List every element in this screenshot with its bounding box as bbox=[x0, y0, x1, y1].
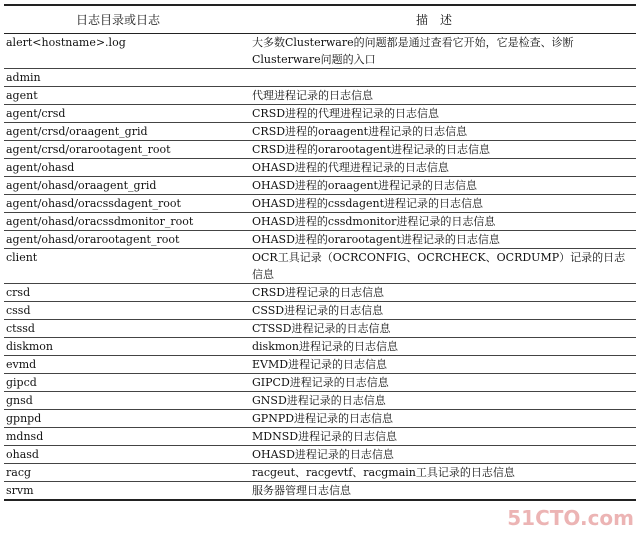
table-row bbox=[4, 213, 636, 231]
table-row bbox=[4, 195, 636, 213]
description-cell: OCR工具记录（OCRCONFIG、OCRCHECK、OCRDUMP）记录的日志信息 bbox=[232, 249, 636, 284]
log-directory-cell: agent/crsd bbox=[4, 105, 232, 123]
table-row bbox=[4, 87, 636, 105]
table-row bbox=[4, 105, 636, 123]
table-body bbox=[4, 34, 636, 501]
log-directory-cell: srvm bbox=[4, 482, 232, 501]
table-row bbox=[4, 34, 636, 69]
log-directory-cell: evmd bbox=[4, 356, 232, 374]
table-row bbox=[4, 231, 636, 249]
log-directory-cell: agent/ohasd/oraagent_grid bbox=[4, 177, 232, 195]
description-cell: 服务器管理日志信息 bbox=[232, 482, 636, 501]
header-description: 描 述 bbox=[232, 5, 636, 34]
table-row bbox=[4, 410, 636, 428]
description-cell: CRSD进程的orarootagent进程记录的日志信息 bbox=[232, 141, 636, 159]
log-directory-cell: mdnsd bbox=[4, 428, 232, 446]
log-directory-cell: agent/ohasd bbox=[4, 159, 232, 177]
watermark-logo: 51CTO.com bbox=[507, 506, 634, 530]
table-row bbox=[4, 302, 636, 320]
log-directory-cell: admin bbox=[4, 69, 232, 87]
log-directory-cell: cssd bbox=[4, 302, 232, 320]
table-row bbox=[4, 446, 636, 464]
log-directory-cell: ctssd bbox=[4, 320, 232, 338]
description-cell: CTSSD进程记录的日志信息 bbox=[232, 320, 636, 338]
log-directory-cell: alert<hostname>.log bbox=[4, 34, 232, 69]
description-cell: diskmon进程记录的日志信息 bbox=[232, 338, 636, 356]
log-directory-cell: agent/crsd/orarootagent_root bbox=[4, 141, 232, 159]
description-cell: OHASD进程的oraagent进程记录的日志信息 bbox=[232, 177, 636, 195]
description-cell: OHASD进程的cssdmonitor进程记录的日志信息 bbox=[232, 213, 636, 231]
table-row bbox=[4, 123, 636, 141]
log-directory-table bbox=[4, 4, 636, 501]
log-directory-cell: agent/ohasd/orarootagent_root bbox=[4, 231, 232, 249]
log-directory-cell: gnsd bbox=[4, 392, 232, 410]
log-directory-cell: diskmon bbox=[4, 338, 232, 356]
log-directory-cell: agent/crsd/oraagent_grid bbox=[4, 123, 232, 141]
description-cell: CRSD进程记录的日志信息 bbox=[232, 284, 636, 302]
description-cell: CRSD进程的oraagent进程记录的日志信息 bbox=[232, 123, 636, 141]
description-cell: racgeut、racgevtf、racgmain工具记录的日志信息 bbox=[232, 464, 636, 482]
description-cell: GIPCD进程记录的日志信息 bbox=[232, 374, 636, 392]
description-cell: MDNSD进程记录的日志信息 bbox=[232, 428, 636, 446]
description-cell: OHASD进程记录的日志信息 bbox=[232, 446, 636, 464]
log-directory-cell: agent/ohasd/oracssdagent_root bbox=[4, 195, 232, 213]
log-directory-cell: racg bbox=[4, 464, 232, 482]
table-row bbox=[4, 482, 636, 501]
header-log-directory: 日志目录或日志 bbox=[4, 5, 232, 34]
log-directory-cell: gipcd bbox=[4, 374, 232, 392]
table-row bbox=[4, 284, 636, 302]
description-cell: GNSD进程记录的日志信息 bbox=[232, 392, 636, 410]
log-directory-cell: client bbox=[4, 249, 232, 284]
description-cell: CSSD进程记录的日志信息 bbox=[232, 302, 636, 320]
log-directory-cell: gpnpd bbox=[4, 410, 232, 428]
table-row bbox=[4, 320, 636, 338]
description-cell: OHASD进程的orarootagent进程记录的日志信息 bbox=[232, 231, 636, 249]
table-row bbox=[4, 141, 636, 159]
table-row bbox=[4, 374, 636, 392]
table-row bbox=[4, 69, 636, 87]
description-cell: OHASD进程的代理进程记录的日志信息 bbox=[232, 159, 636, 177]
table-row bbox=[4, 428, 636, 446]
description-cell: 大多数Clusterware的问题都是通过查看它开始，它是检查、诊断Clusterware问题的入口 bbox=[232, 34, 636, 69]
description-cell: EVMD进程记录的日志信息 bbox=[232, 356, 636, 374]
description-cell: 代理进程记录的日志信息 bbox=[232, 87, 636, 105]
table-row bbox=[4, 159, 636, 177]
description-cell: CRSD进程的代理进程记录的日志信息 bbox=[232, 105, 636, 123]
table-header-row bbox=[4, 5, 636, 34]
log-directory-cell: agent bbox=[4, 87, 232, 105]
table-row bbox=[4, 392, 636, 410]
log-directory-cell: agent/ohasd/oracssdmonitor_root bbox=[4, 213, 232, 231]
log-directory-cell: ohasd bbox=[4, 446, 232, 464]
table-row bbox=[4, 338, 636, 356]
table-row bbox=[4, 249, 636, 284]
table-row bbox=[4, 356, 636, 374]
description-cell: OHASD进程的cssdagent进程记录的日志信息 bbox=[232, 195, 636, 213]
table-row bbox=[4, 464, 636, 482]
description-cell bbox=[232, 69, 636, 87]
table-row bbox=[4, 177, 636, 195]
log-directory-cell: crsd bbox=[4, 284, 232, 302]
description-cell: GPNPD进程记录的日志信息 bbox=[232, 410, 636, 428]
